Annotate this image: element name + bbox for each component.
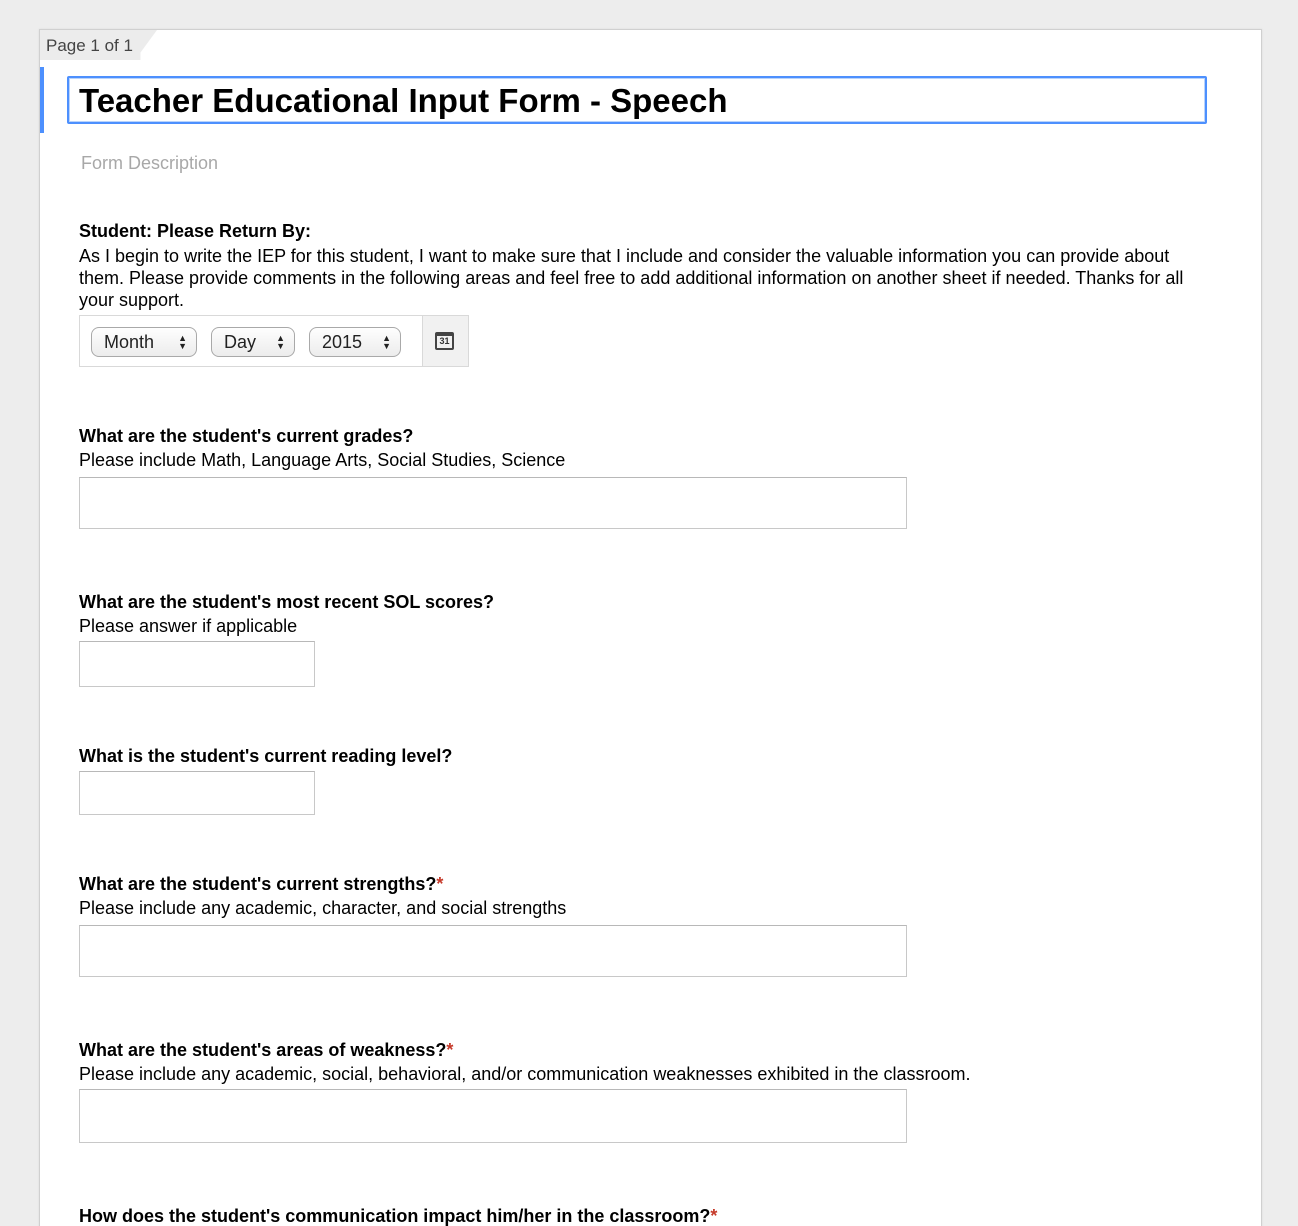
question-help-text: Please include any academic, character, and social strengths: [79, 898, 567, 918]
required-marker: *: [436, 874, 444, 894]
active-section-accent: [40, 67, 44, 133]
question-title: What are the student's areas of weakness?*: [79, 1040, 454, 1060]
question-title: How does the student's communication impact him/her in the classroom?*: [79, 1206, 718, 1226]
month-select-value: Month: [104, 332, 155, 352]
required-marker: *: [710, 1206, 718, 1226]
day-select[interactable]: [211, 327, 295, 357]
month-select[interactable]: [91, 327, 197, 357]
return-date-picker: [79, 315, 469, 367]
form-page: [39, 29, 1262, 1226]
return-by-help-text: As I begin to write the IEP for this student, I want to make sure that I include and consider the valuable information you can provide about them. Please provide comments in the following areas and feel free to add additional information on another sheet if needed. Thanks for all your support.: [79, 246, 1184, 310]
question-title: What is the student's current reading level?: [79, 746, 453, 766]
form-title-input[interactable]: Teacher Educational Input Form - Speech: [67, 76, 1207, 124]
page-indicator: Page 1 of 1: [46, 36, 133, 55]
question-help-text: Please answer if applicable: [79, 616, 298, 636]
weakness-answer-input[interactable]: [79, 1089, 907, 1143]
updown-arrows-icon: ▲ ▼: [276, 333, 285, 351]
question-help-text: Please include any academic, social, behavioral, and/or communication weaknesses exhibited in the classroom.: [79, 1064, 971, 1084]
required-marker: *: [446, 1040, 454, 1060]
grades-answer-input[interactable]: [79, 477, 907, 529]
updown-arrows-icon: ▲ ▼: [382, 333, 391, 351]
question-help-text: Please include Math, Language Arts, Social Studies, Science: [79, 450, 566, 470]
calendar-icon: 31: [435, 332, 454, 350]
sol-scores-input[interactable]: [79, 641, 315, 687]
year-select-value: 2015: [322, 332, 363, 352]
reading-level-input[interactable]: [79, 771, 315, 815]
question-title: What are the student's current strengths?*: [79, 874, 444, 894]
question-title: What are the student's most recent SOL scores?: [79, 592, 495, 612]
year-select[interactable]: [309, 327, 401, 357]
form-description-input[interactable]: Form Description: [81, 153, 219, 173]
page-indicator-tab: [40, 30, 157, 60]
calendar-button[interactable]: [422, 316, 468, 366]
day-select-value: Day: [224, 332, 257, 352]
updown-arrows-icon: ▲ ▼: [178, 333, 187, 351]
return-by-title: Student: Please Return By:: [79, 221, 312, 241]
question-title: What are the student's current grades?: [79, 426, 414, 446]
strengths-answer-input[interactable]: [79, 925, 907, 977]
